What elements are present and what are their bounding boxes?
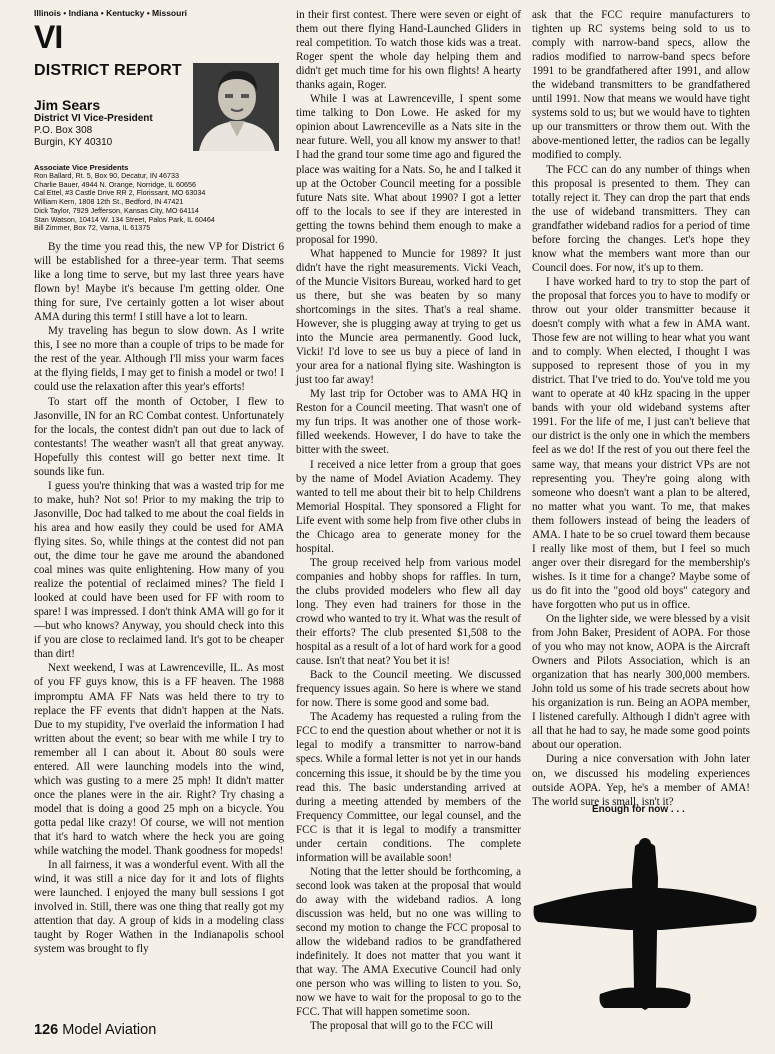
author-photo <box>193 63 279 151</box>
paragraph: While I was at Lawrenceville, I spent some time talking to Don Lowe. He asked for my opinion about Lawrenceville as a Nats site in the near future. Well, you all know my answer to that! I had the grand tour some time ago and figured the place was waiting for a Nats. So, he and I talked it up at the October Council meeting for a possible future Nats site. What about 1990? I got a letter off to the locals to see if they are interested in getting the towns behind them enough to make a proposal for 1990. <box>296 93 521 246</box>
associates-heading: Associate Vice Presidents <box>34 163 129 172</box>
portrait-icon <box>193 63 279 151</box>
paragraph: The group received help from various model companies and hobby shops for raffles. In turn, the clubs provided modelers who flew all day long. They even had trainers for those in the crowd who wanted to try it. What was the result of their efforts? The club presented $1,508 to the hospital as a result of a lot of hard work for a good cause. Isn't that neat? You bet it is! <box>296 556 522 668</box>
address-line: P.O. Box 308 <box>34 125 93 136</box>
column-2 <box>296 8 521 1033</box>
author-title: District VI Vice-President <box>34 113 153 124</box>
paragraph: Next weekend, I was at Lawrenceville, IL. As most of you FF guys know, this is a FF heaven. The 1988 impromptu AMA FF Nats was held there to try to replace the FF events that didn't happen at the Nats. Due to my stupidity, I've overlaid the information I had written about the event; so bear with me while I try to remember all I can about it. About 80 souls were entered. All were launching models into the wind, which was gusting to a mere 25 mph! It didn't matter once the planes were in the air. Right? Try chasing a model that is doing a good 25 mph on a bicycle. You gotta pedal like crazy! Of course, we will not mention that it's hard to watch where the heck you are going while watching the model. Thank goodness for mopeds! <box>34 662 284 858</box>
paragraph: On the lighter side, we were blessed by a visit from John Baker, President of AOPA. For those of you who may not know, AOPA is the Aircraft Owners and Pilots Association, which is an organization that has nearly 300,000 members. John told us some of his trade secrets about how his organization is run. Being an AOPA member, I listened carefully. Although I didn't agree with all that he had to say, he made some good points about our operation. <box>532 613 750 752</box>
magazine-name: Model Aviation <box>62 1022 157 1038</box>
associate-entry: Bill Zimmer, Box 72, Varna, IL 61375 <box>34 223 151 233</box>
associate-entry: William Kern, 1808 12th St., Bedford, IN 47421 <box>34 197 184 207</box>
associate-entry: Stan Watson, 10414 W. 134 Street, Palos Park, IL 60464 <box>34 214 215 224</box>
paragraph: Noting that the letter should be forthcoming, a second look was taken at the proposal that would do away with the wideband radios. A long discussion was held, but no one was willing to second my motion to change the FCC proposal to allow the wideband radios to be grandfathered indefinitely. It does not matter that you want it that way. The AMA Executive Council had only one person who was willing to listen to you. So, now we have to wait for the proposal to go to the FCC. That will happen sometime soon. <box>296 865 521 1019</box>
paragraph: What happened to Muncie for 1989? It just didn't have the right measurements. Vicki Veach, of the Muncie Visitors Bureau, worked hard to get us there, but she was beaten by so many shortcomings in the sites. That's a real shame. However, she is plugging away at trying to get us into the Muncie area permanently. Good luck, Vicki! I'd love to see us buy a piece of land in your area for a national flying site. Washington is just too far away! <box>296 247 521 387</box>
associate-entry: Cal Ettel, #3 Castle Drive RR 2, Florissant, MO 63034 <box>34 188 206 198</box>
associates-list <box>34 172 215 233</box>
paragraph: The proposal that will go to the FCC will <box>310 1020 494 1033</box>
page-number: 126 <box>34 1022 59 1038</box>
page-footer <box>34 1022 156 1038</box>
paragraph: Back to the Council meeting. We discussed frequency issues again. So here is where we stand for now. There is some good and some bad. <box>296 669 521 710</box>
airplane-silhouette-icon <box>530 838 760 1028</box>
paragraph: To start off the month of October, I flew to Jasonville, IN for an RC Combat contest. Unfortunately for the locals, the contest didn't pan out due to lack of contestants! The weather wasn't all that great anyway. Hopefully this contest will go better next time. It sounds like fun. <box>34 395 284 478</box>
associate-entry: Ron Ballard, Rt. 5, Box 90, Decatur, IN 46733 <box>34 171 180 180</box>
address-line: Burgin, KY 40310 <box>34 136 113 148</box>
author-name: Jim Sears <box>34 97 101 113</box>
associate-entry: Dick Taylor, 7929 Jefferson, Kansas City, MO 64114 <box>34 205 199 215</box>
district-number: VI <box>34 19 63 55</box>
section-title: DISTRICT REPORT <box>34 62 182 79</box>
signoff: Enough for now . . . <box>592 804 685 815</box>
paragraph: The Academy has requested a ruling from the FCC to end the question about whether or not it is legal to modify a transmitter to narrow-band specs. While a formal letter is not yet in our hands concerning this issue, it should be by the time you read this. The basic understanding arrived at during a meeting attended by members of the Frequency Committee, our legal counsel, and the FCC is that it is legal to modify a transmitter under certain conditions. The complete information will be available soon! <box>296 711 521 864</box>
district-states: Illinois • Indiana • Kentucky • Missouri <box>34 8 187 18</box>
associate-entry: Charlie Bauer, 4944 N. Orange, Norridge, IL 60656 <box>34 179 196 189</box>
column-1 <box>34 240 284 956</box>
author-address <box>34 125 112 148</box>
paragraph: The FCC can do any number of things when this proposal is presented to them. They can totally reject it. They can drop the part that ends the use of wideband transmitters. They can grandfather wideband radios for a period of time before forcing the changes. Let's hope they know what the members want more than our Council does. For now, it's up to them. <box>532 163 750 274</box>
paragraph: My last trip for October was to AMA HQ in Reston for a Council meeting. That wasn't one of my fun trips. It was another one of those work-filled weekends. However, I do have to take the bitter with the sweet. <box>296 388 521 457</box>
paragraph: In all fairness, it was a wonderful event. With all the wind, it was still a nice day for it and lots of flights were launched. I enjoyed the many bull sessions I got involved in. Still, there was one thing that really got my attention that day. A group of kids in a modeling class taught by Roger Wathen in the Indianapolis school system was brought to fly <box>34 859 284 956</box>
paragraph: My traveling has begun to slow down. As I write this, I see no more than a couple of trips to be made for the rest of the year. Although I'll miss your warm faces at the flying fields, I may get to finish a model or two! I could use the relaxation after this year's efforts! <box>34 325 284 394</box>
paragraph: ask that the FCC require manufacturers to tighten up RC systems being sold to us to comply with narrow-band specs, allow the radios modified to narrow-band specs before 1991 to be grandfathered after 1991, and allow the wideband transmitters to be grandfathered until 1991. Now that means we would have tight systems sold to us; but we would have to tighten up our transmitters or throw them out. With the above-mentioned letter, the radios can be legally modified to comply. <box>532 9 750 162</box>
column-3 <box>532 8 750 809</box>
paragraph: I have worked hard to try to stop the part of the proposal that forces you to have to modify or throw out your older transmitter because it doesn't comply with what a few in AMA want. Those few are not willing to hear what you want and to comply. When elected, I thought I was supposed to represent those of you in my district. That I've tried to do. You've told me you want to operate at 40 kHz spacing in the upper bands with your old wideband systems after 1991. For the life of me, I just can't believe that our district is the only one in which the members feel as we do! If the rest of you out there feel the same way, that means your district VPs are not representing you. They're going along with someone who doesn't want a plan to be altered, no matter what you want. To me, that makes them followers instead of being the leaders of AMA. I hate to be so cruel toward them because I really like most of them, but I feel so much anger over their disregard for the membership's wishes. Is it time for a change? Maybe some of us do fit into the "good old boys" category and have forgotten who put us in office. <box>532 275 750 611</box>
paragraph: By the time you read this, the new VP for District 6 will be established for a three-year term. That seems like a long time to serve, but my last three years have flown by! Maybe it's because I'm getting older. One thing for sure, I've certainly gotten a lot wiser about AMA during this term! I still have a lot to learn. <box>34 241 284 324</box>
paragraph: During a nice conversation with John later on, we discussed his modeling experiences outside AOPA. Yep, he's a member of AMA! The world sure is small, isn't it? <box>532 753 750 808</box>
paragraph: in their first contest. There were seven or eight of them out there flying Hand-Launched Gliders in real competition. To watch those kids was a treat. Roger spent the whole day helping them and didn't get much time for his own flights! A hearty thanks again, Roger. <box>296 9 521 92</box>
paragraph: I received a nice letter from a group that goes by the name of Model Aviation Academy. They wanted to tell me about their bit to help Childrens Memorial Hospital. They sponsored a Flight for Life event with some help from five other clubs in the Chicago area to generate money for the hospital. <box>296 458 521 555</box>
paragraph: I guess you're thinking that was a wasted trip for me to make, huh? Not so! Prior to my making the trip to Jasonville, Doc had talked to me about the coal fields in his area and how easily they could be used for AMA flying sites. So, while things at the contest did not pan out, the dime tour he gave me around the abandoned coal mines was quite enlightening. How many of you realize the potential of reclaimed mines? The field I looked at could have been used for FF with room to spare! I was impressed. I don't think AMA will go for it—but who knows? Anyway, you should check into this if you are close to reclaimed land. It's got to be cheaper than dirt! <box>34 479 284 661</box>
